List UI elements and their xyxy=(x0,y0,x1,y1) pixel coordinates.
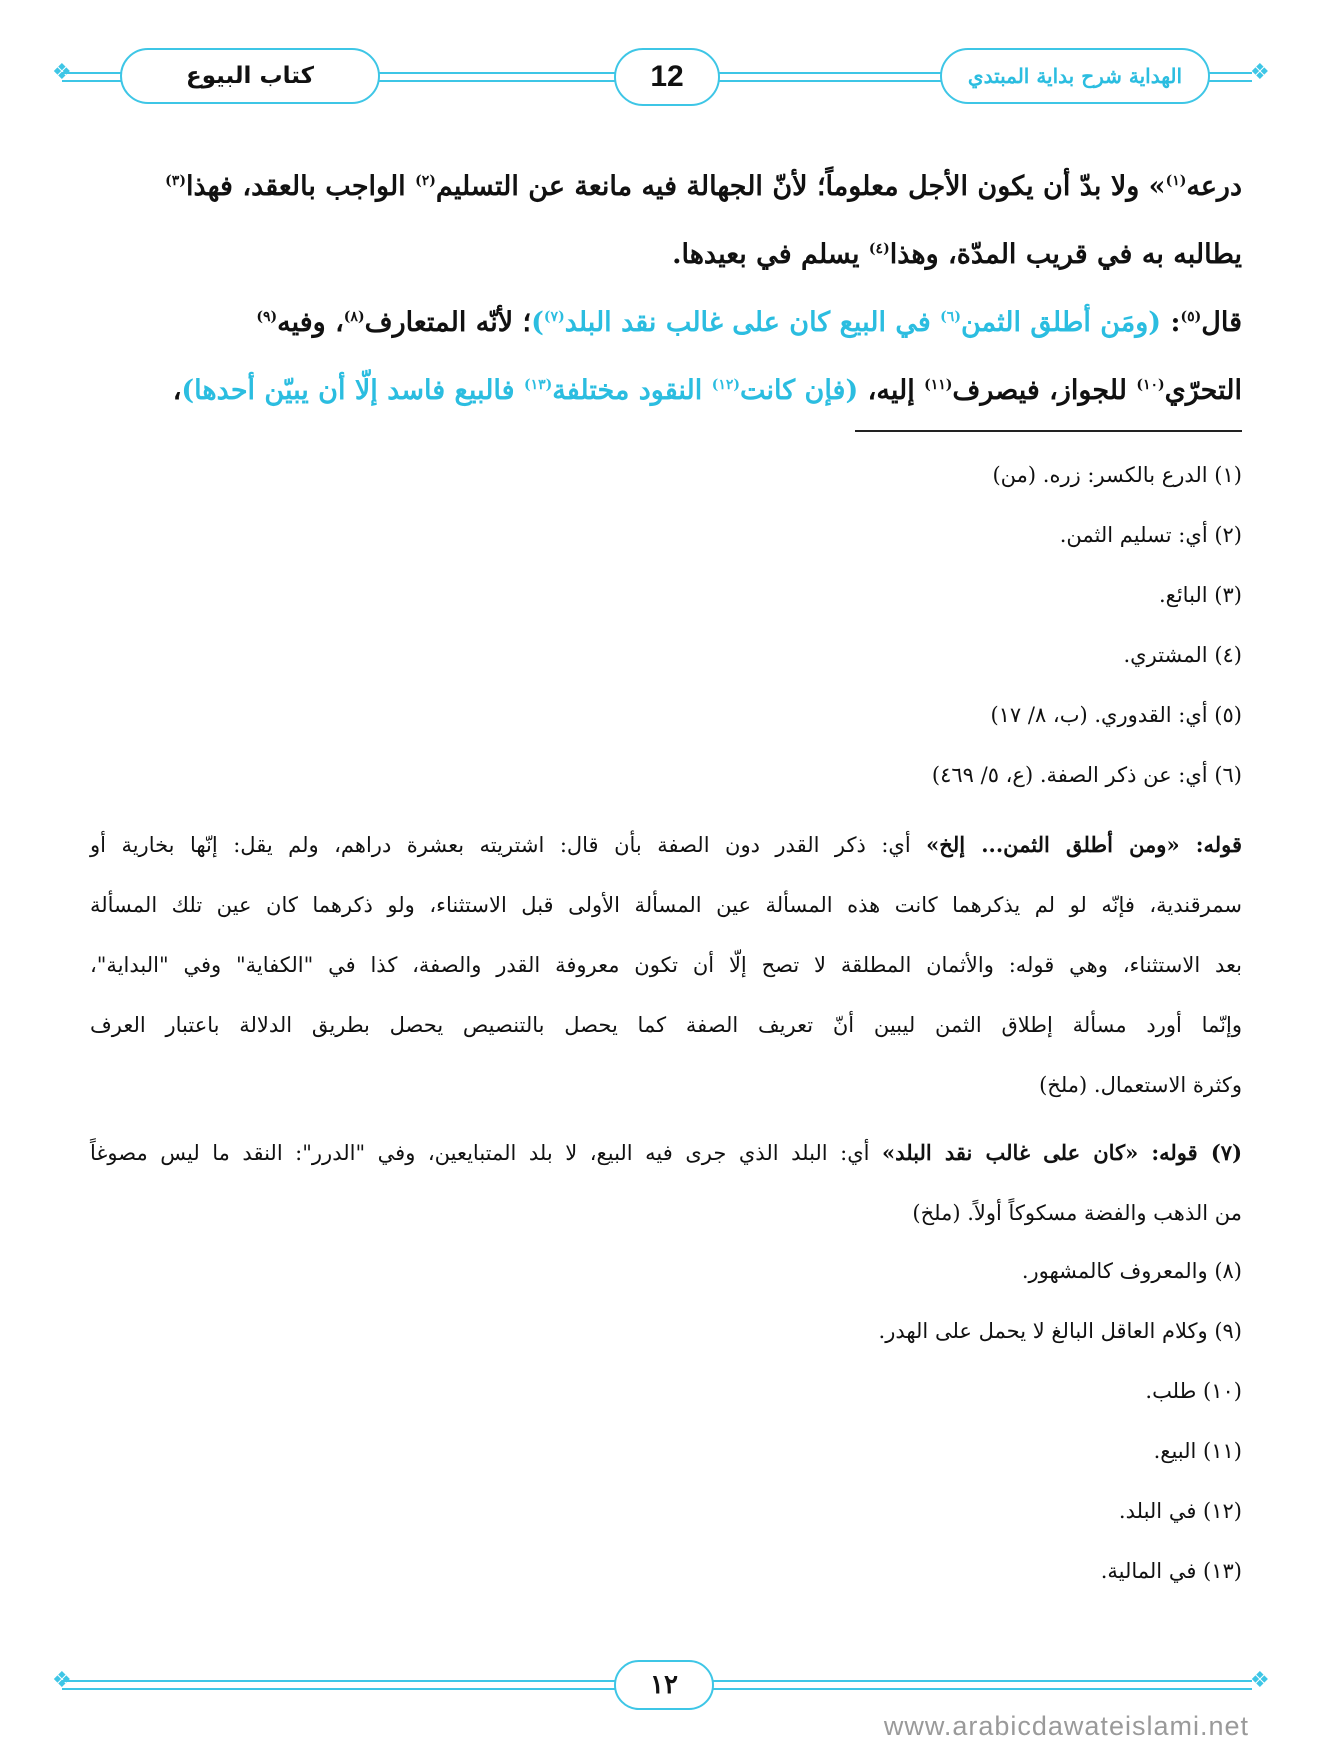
footnote-ref: (٧) xyxy=(543,309,565,325)
commentary-text: الواجب بالعقد، فهذا xyxy=(185,171,416,202)
commentary-line: وكثرة الاستعمال. (ملخ) xyxy=(1039,1073,1242,1097)
footnote: (٥) أي: القدوري. (ب، ٨/ ١٧) xyxy=(990,703,1242,727)
footnote-ref: (٣) xyxy=(165,173,186,189)
chapter-title-box xyxy=(120,48,380,104)
commentary-text: إليه، xyxy=(858,375,925,406)
footnote-ref: (١٢) xyxy=(711,377,740,393)
footnote: (٢) أي: تسليم الثمن. xyxy=(1059,523,1242,547)
commentary-line xyxy=(90,815,1242,875)
commentary-block xyxy=(90,815,1242,1115)
footnote-ref: (١٠) xyxy=(1136,377,1165,393)
commentary-text: يطالبه به في قريب المدّة، وهذا xyxy=(889,239,1242,270)
commentary-title: (٧) قوله: «كان على غالب نقد البلد» xyxy=(882,1140,1242,1165)
footnote-ref: (٥) xyxy=(1180,309,1202,325)
commentary-text: أي: ذكر القدر دون الصفة بأن قال: اشتريته بعشرة دراهم، ولم يقل: إنّها بخارية أو xyxy=(90,833,927,857)
main-line xyxy=(90,354,1242,422)
footnote-ref: (٨) xyxy=(343,309,365,325)
footnote-ref: (١) xyxy=(1165,173,1187,189)
commentary-line: من الذهب والفضة مسكوكاً أولاً. (ملخ) xyxy=(912,1201,1242,1225)
commentary-line: وإنّما أورد مسألة إطلاق الثمن ليبين أنّ تعريف الصفة كما يحصل بالتنصيص يحصل بطريق الدلالة باعتبار العرف xyxy=(90,1013,1242,1037)
footnote: (٦) أي: عن ذكر الصفة. (ع، ٥/ ٤٦٩) xyxy=(931,763,1242,787)
commentary-text: ، وفيه xyxy=(277,307,344,338)
footnote: (٣) البائع. xyxy=(1158,583,1242,607)
footnote-ref: (٤) xyxy=(868,241,890,257)
footer-page-box xyxy=(614,1660,714,1710)
commentary-text: التحرّي xyxy=(1164,375,1242,406)
footnote: (٤) المشتري. xyxy=(1123,643,1242,667)
commentary-text: ؛ لأنّه المتعارف xyxy=(364,307,532,338)
footnote-ref: (٩) xyxy=(256,309,278,325)
commentary-text: قال xyxy=(1201,307,1242,338)
footnote-ref: (٢) xyxy=(415,173,436,189)
footnote-separator xyxy=(855,430,1242,432)
commentary-text: ، xyxy=(172,375,182,406)
commentary-text: درعه xyxy=(1186,171,1242,202)
footnote: (١) الدرع بالكسر: زره. (من) xyxy=(992,463,1242,487)
ornament-left-icon: ❖ xyxy=(52,60,72,85)
main-line xyxy=(90,286,1242,354)
commentary-text: أي: البلد الذي جرى فيه البيع، لا بلد المتبايعين، وفي "الدرر": النقد ما ليس مصوغاً xyxy=(90,1141,883,1165)
matn-text: في البيع كان على غالب نقد البلد xyxy=(564,307,941,338)
ornament-left-icon: ❖ xyxy=(52,1668,72,1693)
commentary-line: بعد الاستثناء، وهي قوله: والأثمان المطلقة لا تصح إلّا أن تكون معروفة القدر والصفة، كذا في "الكفاية" وفي "البداية"، xyxy=(90,953,1242,977)
commentary-title: قوله: «ومن أطلق الثمن... إلخ» xyxy=(926,832,1242,857)
commentary-line xyxy=(90,1123,1242,1183)
commentary-line: سمرقندية، فإنّه لو لم يذكرهما كانت هذه المسألة عين المسألة الأولى قبل الاستثناء، ولو ذكرهما كان عين تلك المسألة xyxy=(90,893,1242,917)
footnote: (٩) وكلام العاقل البالغ لا يحمل على الهدر. xyxy=(878,1319,1242,1343)
footnote-7 xyxy=(90,1123,1242,1243)
matn-text: فالبيع فاسد إلّا أن يبيّن أحدها) xyxy=(181,375,524,406)
footer-page-number: ١٢ xyxy=(650,1670,678,1700)
footnote: (١٣) في المالية. xyxy=(1100,1559,1242,1583)
book-title-box xyxy=(940,48,1210,104)
commentary-text: » ولا بدّ أن يكون الأجل معلوماً؛ لأنّ الجهالة فيه مانعة عن التسليم xyxy=(435,171,1166,202)
main-line xyxy=(90,218,1242,286)
commentary-text: : xyxy=(1161,307,1181,338)
book-title: الهداية شرح بداية المبتدي xyxy=(967,64,1183,88)
footnote: (١١) البيع. xyxy=(1153,1439,1242,1463)
commentary-text: للجواز، فيصرف xyxy=(952,375,1137,406)
matn-text: النقود مختلفة xyxy=(552,375,712,406)
ornament-right-icon: ❖ xyxy=(1250,60,1270,85)
footnote: (٨) والمعروف كالمشهور. xyxy=(1021,1259,1242,1283)
footnote: (١٢) في البلد. xyxy=(1118,1499,1242,1523)
footnote-ref: (١٣) xyxy=(523,377,553,393)
page-number-box xyxy=(614,48,720,106)
matn-text: (ومَن أطلق الثمن xyxy=(960,307,1162,338)
footnote-ref: (٦) xyxy=(940,309,961,325)
main-line xyxy=(90,150,1242,218)
matn-text: (فإن كانت xyxy=(739,375,859,406)
footnote: (١٠) طلب. xyxy=(1145,1379,1242,1403)
commentary-text: يسلم في بعيدها. xyxy=(672,239,869,270)
matn-text: ) xyxy=(531,307,544,338)
footnotes xyxy=(90,455,1242,1611)
ornament-right-icon: ❖ xyxy=(1250,1668,1270,1693)
watermark: www.arabicdawateislami.net xyxy=(883,1711,1249,1741)
page-number: 12 xyxy=(650,60,684,93)
footnote-ref: (١١) xyxy=(924,377,953,393)
chapter-title: كتاب البيوع xyxy=(186,63,314,89)
main-text xyxy=(90,150,1242,422)
